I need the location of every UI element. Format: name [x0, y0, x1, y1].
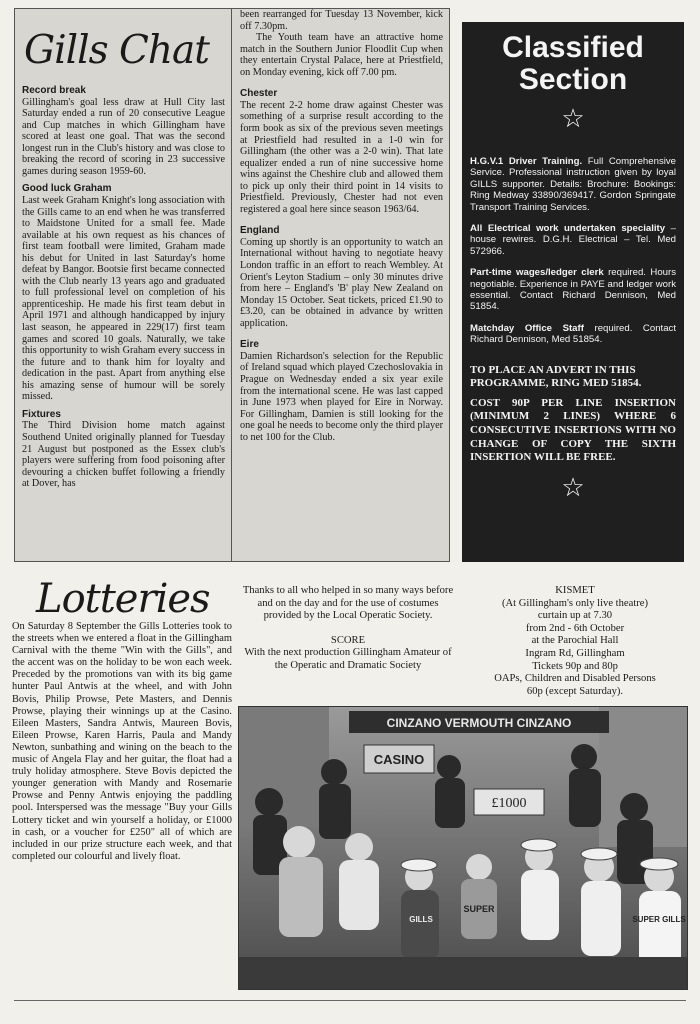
casino-sign-text: CASINO — [373, 752, 425, 767]
classified-title — [470, 32, 676, 96]
ad-matchday-text: required. Contact Richard Dennison, Med 51854. — [470, 322, 677, 346]
kismet-line: 60p (except Saturday). — [526, 685, 624, 697]
gills-chat-title: Gills Chat — [24, 28, 209, 73]
insertion-cost-notice: COST 90P PER LINE INSERTION (MINIMUM 2 LINES) WHERE 6 CONSECUTIVE INSERTIONS WITH NO CHANGE OF COPY THE SIXTH INSERTION WILL BE FREE. — [470, 396, 676, 464]
score-text: With the next production Gillingham Amateur of the Operatic and Dramatic Society — [244, 647, 452, 671]
fixtures-text: The Third Division home match against Southend United originally planned for Tuesday 21 August but postponed as the Essex club's players were suffering from food poisoning after devouring a chicken buffet following a friendly at Dover, has — [22, 420, 225, 490]
ad-hgv-title: H.G.V.1 Driver Training. — [470, 156, 583, 167]
kismet-line: at the Parochial Hall — [531, 635, 619, 647]
eire-text: Damien Richardson's selection for the Republic of Ireland squad which played Czechoslovakia in Prague on Wednesday ended a six year exile from the international scene. He was last capped in June 1973 when played for Eire in Norway. For Gillingham, Damien is still looking for the one goal he needs to become only the third player to net 100 for the Club. — [240, 350, 443, 443]
star-icon-bottom: ☆ — [561, 472, 585, 502]
shirt-text-super: SUPER — [463, 904, 495, 914]
classified-title-line2: Section — [518, 63, 628, 96]
chester-text: The recent 2-2 home draw against Chester was something of a surprise result according to the form book as six of the previous seven meetings at Priestfield had resulted in a 1-0 win for Gillingham (the other was a 2-0 win). That late equalizer ended a run of nine successive home wins against the Cheshire club and allowed them to pick up only their third point in 14 visits to Priestfield. Previously, Chester had not even registered a goal here since season 1963/64. — [240, 99, 443, 215]
lotteries-text: On Saturday 8 September the Gills Lotteries took to the streets when we entered a float in the Gillingham Carnival with the theme "Win with the Gills", and the accent was on the holiday to be won each week. Preceded by the promotions van with its big game hunter Paul Antwis at the wheel, and with John Bovis, Philip Prowse, Pete Masters, and Dennis Prowse, playing their winnings up at the Casino. Eileen Masters, Sandra Antwis, Maureen Bovis, Eileen Prowse, Karen Harris, Paula and Mandy Newton, sunbathing and wining on the beach to the music of Angela Flay and her guitar, the float had a truly holiday atmosphere. Steve Bovis depicted the younger generation with Mandy and Rosemarie Prowse and Penny Antwis enjoying the paddling pool. Interspersed was the message "Buy your Gills Lottery ticket and win yourself a holiday, or £1000 in cash, or a voucher for £250" all of which are included in our prize structure each week, and that completed our colourful and lively float. — [12, 621, 232, 862]
advert-notice: TO PLACE AN ADVERT IN THIS PROGRAMME, RING MED 51854. — [470, 363, 642, 390]
classified-ad-clerk — [470, 267, 676, 313]
club-news-panel — [232, 8, 450, 562]
kismet-line: Ingram Rd, Gillingham — [525, 647, 625, 659]
record-break-heading: Record break — [22, 85, 86, 96]
shirt-text-super-gills: SUPER GILLS — [632, 915, 686, 924]
eire-heading: Eire — [240, 339, 259, 351]
cinzano-banner-text: CINZANO VERMOUTH CINZANO — [386, 716, 572, 730]
kismet-column — [462, 585, 688, 698]
carnival-float-photo — [238, 706, 688, 990]
fixtures-continued-text: been rearranged for Tuesday 13 November, kick off 7.30pm. — [240, 9, 443, 32]
ad-clerk-title: Part-time wages/ledger clerk — [470, 267, 604, 279]
thanks-text: Thanks to all who helped in so many ways before and on the day and for the use of costumes provided by the Local Operatic Society. — [242, 585, 454, 622]
ad-matchday-title: Matchday Office Staff — [470, 322, 584, 334]
england-text: Coming up shortly is an opportunity to watch an International without having to negotiate heavy London traffic in an effort to reach Wembley. At Orient's Leyton Stadium – only 30 minutes drive from here – England's 'B' play New Zealand on Monday 15 October. Seat tickets, priced £1.90 to £3.20, can be obtained in advance by written application. — [240, 236, 443, 329]
lotteries-column — [12, 578, 232, 998]
star-icon: ☆ — [561, 104, 585, 133]
kismet-line: curtain up at 7.30 — [537, 610, 613, 622]
youth-team-text: The Youth team have an attractive home match in the Southern Junior Floodlit Cup when they entertain Crystal Palace, here at Priestfield, on Monday evening, kick off 7.00 pm. — [240, 32, 443, 78]
kismet-line: from 2nd - 6th October — [525, 622, 625, 634]
ad-electrical-title: All Electrical work undertaken speciality — [470, 223, 666, 235]
kismet-line: (At Gillingham's only live theatre) — [501, 597, 649, 609]
gills-chat-panel — [14, 8, 232, 562]
kismet-line: OAPs, Children and Disabled Persons — [494, 673, 656, 685]
good-luck-graham-text: Last week Graham Knight's long association with the Gills came to an end when he was transferred to Maidstone United for a small fee. Made available at his own request as his chances of first team football were limited, Graham made his debut for United in last Saturday's home defeat by Bangor. Bootsie first became connected with the Club nearly 13 years ago and graduated to full professional level on completion of his apprenticeship. He made his first team debut in April 1971 and although handicapped by injury last season, he appeared in 229(17) first team games and scored 10 goals. Naturally, we take this opportunity to wish Graham every success in the future and to thank him for loyalty and dedication in the past. Apart from anything else his amazing sense of humour will be sorely missed. — [22, 195, 225, 403]
england-heading: England — [240, 225, 280, 237]
shirt-text-gills: GILLS — [409, 915, 433, 924]
lotteries-title: Lotteries — [36, 576, 210, 622]
kismet-line: Tickets 90p and 80p — [532, 660, 618, 672]
bottom-divider — [14, 1000, 686, 1001]
classified-ad-matchday — [470, 323, 676, 346]
club-news-body — [240, 9, 443, 443]
record-break-text: Gillingham's goal less draw at Hull City last Saturday ended a run of 20 consecutive League and Cup matches in which Gillingham have scored at least one goal. That was the second longest run in the Club's history and was close to breaking the record of scoring in 23 successive games during season 1959-60. — [22, 96, 225, 177]
score-title: SCORE — [330, 634, 366, 646]
classified-panel — [462, 22, 684, 562]
chester-heading: Chester — [240, 88, 278, 100]
good-luck-graham-heading: Good luck Graham — [22, 183, 112, 195]
classified-title-line1: Classified — [502, 31, 644, 64]
classified-ad-hgv — [470, 156, 676, 213]
fixtures-heading: Fixtures — [22, 408, 61, 420]
prize-sign-text: £1000 — [491, 796, 527, 811]
carnival-photo-illustration — [239, 707, 688, 990]
classified-ad-electrical — [470, 223, 676, 257]
kismet-title: KISMET — [555, 585, 595, 596]
gills-chat-body — [22, 85, 225, 490]
ad-electrical-text: – house rewires. D.G.H. Electrical – Tel. Med 572966. — [470, 223, 676, 257]
ad-clerk-text: required. Hours negotiable. Experience in PAYE and ledger work essential. Contact Richard Dennison, Med 51854. — [470, 267, 676, 313]
ad-hgv-text: Full Comprehensive Service. Professional instruction given by loyal GILLS supporter. Details: Brochure: Bookings: Ring Medway 33890/369417. Gordon Springate Transport Training Services. — [470, 156, 677, 213]
thanks-column — [240, 585, 456, 673]
